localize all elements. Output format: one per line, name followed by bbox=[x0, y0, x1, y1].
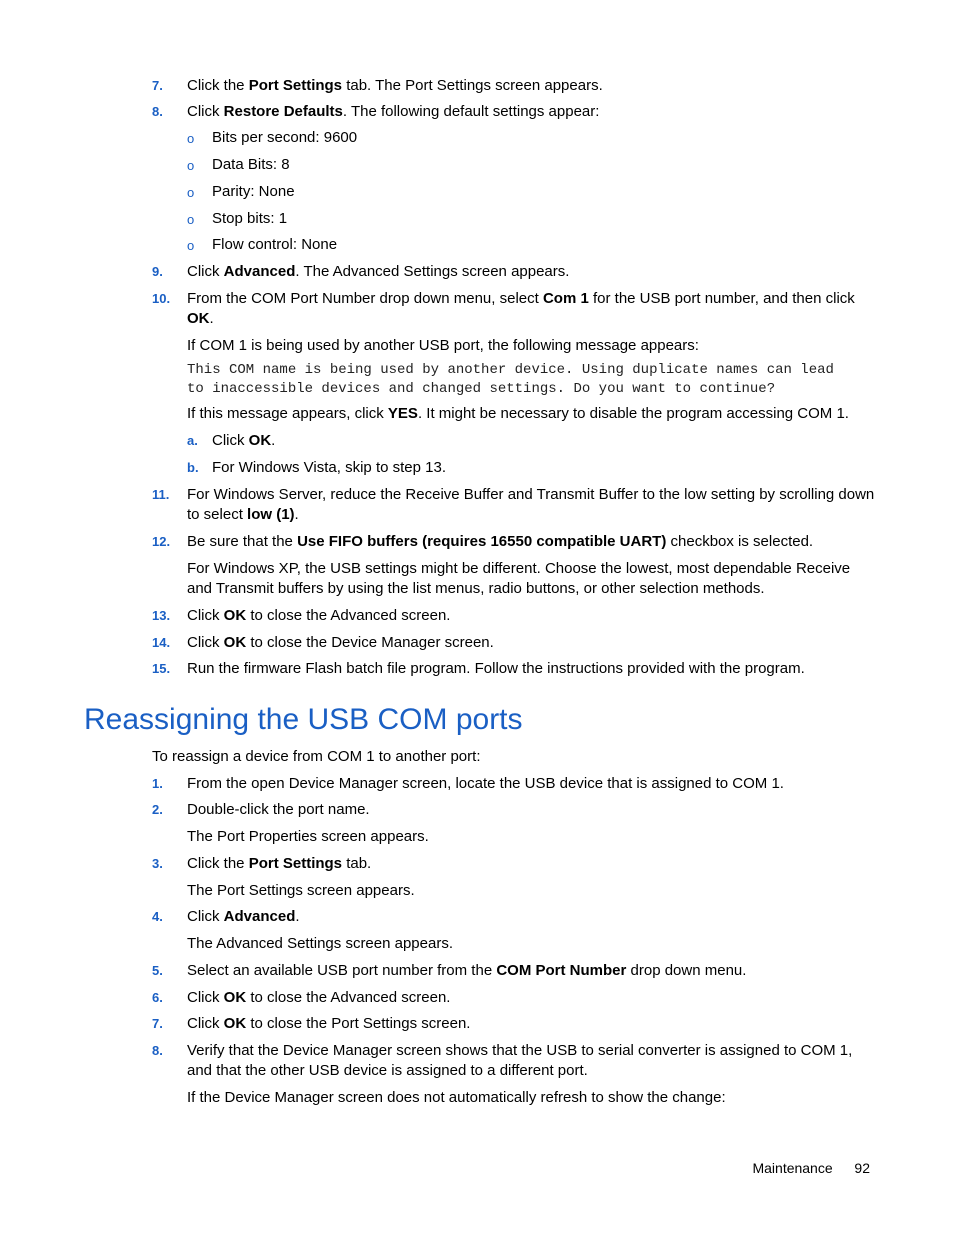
step-number: 9. bbox=[152, 264, 163, 279]
step-text: Click OK to close the Advanced screen. bbox=[187, 989, 451, 1006]
step-text: Click the Port Settings tab. bbox=[187, 855, 372, 872]
step-paragraph: The Advanced Settings screen appears. bbox=[187, 935, 454, 952]
step-text: Double-click the port name. bbox=[187, 801, 370, 818]
bullet-marker: o bbox=[187, 158, 195, 173]
step-paragraph: For Windows XP, the USB settings might be different. Choose the lowest, most dependable Receive and Transmit buffers by using the list menus, radio buttons, or other selection methods. bbox=[187, 560, 851, 597]
step-text: From the COM Port Number drop down menu, select Com 1 for the USB port number, and then click OK. bbox=[187, 290, 855, 327]
step-number: 14. bbox=[152, 635, 171, 650]
substep-text: Click OK. bbox=[212, 432, 276, 449]
step-text: Run the firmware Flash batch file program. Follow the instructions provided with the program. bbox=[187, 660, 805, 677]
step-paragraph: If the Device Manager screen does not automatically refresh to show the change: bbox=[187, 1089, 726, 1106]
step-number: 3. bbox=[152, 856, 163, 871]
warning-message-line: to inaccessible devices and changed settings. Do you want to continue? bbox=[187, 381, 776, 397]
step-number: 4. bbox=[152, 909, 163, 924]
step-number: 13. bbox=[152, 608, 171, 623]
page-number: 92 bbox=[854, 1160, 870, 1176]
step-text: Click OK to close the Device Manager screen. bbox=[187, 634, 494, 651]
step-number: 8. bbox=[152, 104, 163, 119]
footer-section-label: Maintenance bbox=[752, 1160, 833, 1176]
step-text: From the open Device Manager screen, locate the USB device that is assigned to COM 1. bbox=[187, 775, 784, 792]
step-number: 7. bbox=[152, 1016, 163, 1031]
step-text: Select an available USB port number from the COM Port Number drop down menu. bbox=[187, 962, 747, 979]
step-text: Click OK to close the Port Settings screen. bbox=[187, 1015, 471, 1032]
step-text: Click the Port Settings tab. The Port Settings screen appears. bbox=[187, 77, 603, 94]
substep-text: For Windows Vista, skip to step 13. bbox=[212, 459, 446, 476]
step-number: 10. bbox=[152, 291, 171, 306]
bullet-marker: o bbox=[187, 212, 195, 227]
bullet-marker: o bbox=[187, 238, 195, 253]
step-text: For Windows Server, reduce the Receive Buffer and Transmit Buffer to the low setting by scrolling down to select low (1). bbox=[187, 486, 875, 523]
bullet-marker: o bbox=[187, 185, 195, 200]
step-text: Be sure that the Use FIFO buffers (requires 16550 compatible UART) checkbox is selected. bbox=[187, 533, 814, 550]
section-heading: Reassigning the USB COM ports bbox=[84, 703, 523, 736]
step-paragraph: The Port Properties screen appears. bbox=[187, 828, 429, 845]
default-setting-item: Stop bits: 1 bbox=[212, 210, 288, 227]
section-intro: To reassign a device from COM 1 to another port: bbox=[152, 748, 481, 765]
step-number: 12. bbox=[152, 534, 171, 549]
step-text: Click Advanced. The Advanced Settings screen appears. bbox=[187, 263, 570, 280]
step-number: 5. bbox=[152, 963, 163, 978]
step-paragraph: If this message appears, click YES. It might be necessary to disable the program accessing COM 1. bbox=[187, 405, 849, 422]
warning-message-line: This COM name is being used by another device. Using duplicate names can lead bbox=[187, 362, 834, 378]
step-number: 7. bbox=[152, 78, 163, 93]
step-number: 11. bbox=[152, 487, 170, 502]
default-setting-item: Data Bits: 8 bbox=[212, 156, 290, 173]
page-footer bbox=[752, 1158, 870, 1178]
step-number: 6. bbox=[152, 990, 163, 1005]
step-number: 1. bbox=[152, 776, 163, 791]
default-setting-item: Flow control: None bbox=[212, 236, 338, 253]
step-number: 2. bbox=[152, 802, 163, 817]
default-setting-item: Bits per second: 9600 bbox=[212, 129, 358, 146]
substep-label: a. bbox=[187, 433, 198, 448]
substep-label: b. bbox=[187, 460, 199, 475]
step-text: Click OK to close the Advanced screen. bbox=[187, 607, 451, 624]
step-paragraph: If COM 1 is being used by another USB port, the following message appears: bbox=[187, 337, 699, 354]
step-text: Click Restore Defaults. The following default settings appear: bbox=[187, 103, 600, 120]
default-setting-item: Parity: None bbox=[212, 183, 295, 200]
step-paragraph: The Port Settings screen appears. bbox=[187, 882, 415, 899]
step-text: Click Advanced. bbox=[187, 908, 300, 925]
bullet-marker: o bbox=[187, 131, 195, 146]
step-number: 15. bbox=[152, 661, 171, 676]
step-number: 8. bbox=[152, 1043, 163, 1058]
step-text: Verify that the Device Manager screen shows that the USB to serial converter is assigned to COM 1, and that the other USB device is assigned to a different port. bbox=[187, 1042, 853, 1079]
